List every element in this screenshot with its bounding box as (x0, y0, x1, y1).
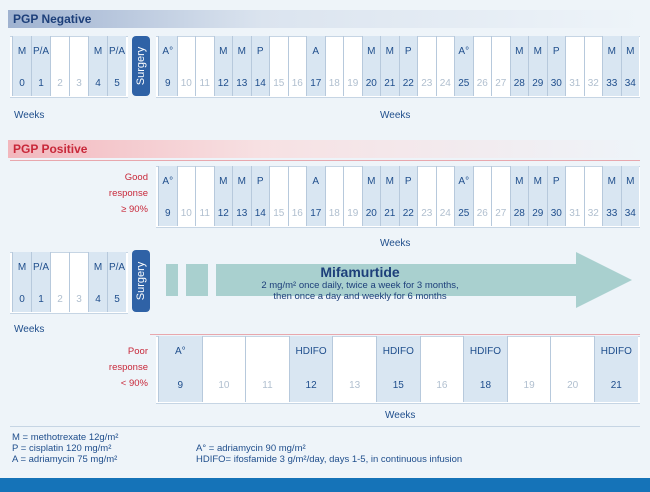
week-number: 10 (180, 78, 192, 89)
pgp-negative-header: PGP Negative (8, 10, 645, 28)
week-number: 9 (164, 78, 171, 89)
week-cell (288, 166, 307, 226)
week-cell (88, 36, 107, 96)
week-number: 30 (550, 78, 562, 89)
drug-code: P (404, 176, 412, 187)
drug-code: P (256, 176, 264, 187)
week-cell (69, 36, 88, 96)
arrow-segment-2 (186, 264, 208, 296)
week-number: 12 (217, 208, 229, 219)
drug-code: HDIFO (295, 346, 327, 357)
week-number: 22 (402, 78, 414, 89)
drug-code: HDIFO (382, 346, 414, 357)
week-number: 19 (347, 78, 359, 89)
week-cell (473, 166, 492, 226)
week-number: 0 (19, 294, 25, 305)
week-cell (528, 36, 547, 96)
week-number: 20 (567, 380, 579, 391)
week-cell (473, 36, 492, 96)
drug-code: M (385, 176, 394, 187)
drug-code: M (533, 176, 542, 187)
week-cell (528, 166, 547, 226)
week-cell (621, 36, 640, 96)
drug-code: M (626, 176, 635, 187)
week-cell (214, 166, 233, 226)
week-number: 16 (291, 78, 303, 89)
week-cell (177, 166, 196, 226)
week-number: 25 (458, 208, 470, 219)
mifamurtide-title: Mifamurtide (320, 264, 400, 280)
week-number: 16 (436, 380, 448, 391)
week-number: 28 (513, 208, 525, 219)
drug-code: M (219, 176, 228, 187)
drug-code: HDIFO (469, 346, 502, 357)
week-cell (31, 36, 50, 96)
week-cell (107, 36, 126, 96)
drug-code: M (626, 46, 635, 57)
week-cell (454, 166, 473, 226)
week-cell (251, 36, 270, 96)
week-cell (399, 36, 418, 96)
legend-h: HDIFO= ifosfamide 3 g/m²/day, days 1-5, in continuous infusion (196, 454, 463, 465)
legend-divider (10, 426, 640, 427)
week-number: 33 (606, 208, 618, 219)
drug-code: P (256, 46, 264, 57)
week-number: 27 (495, 78, 507, 89)
week-cell (380, 36, 399, 96)
week-cell (251, 166, 270, 226)
week-cell (50, 36, 69, 96)
mifamurtide-text (240, 264, 480, 302)
drug-code: A (312, 46, 320, 57)
drug-code: M (17, 262, 27, 273)
week-cell (621, 166, 640, 226)
drug-code: M (607, 176, 616, 187)
week-cell (491, 36, 510, 96)
week-number: 31 (569, 208, 581, 219)
week-cell (195, 36, 214, 96)
week-number: 13 (236, 208, 248, 219)
footer-bar (0, 478, 650, 492)
drug-code: M (93, 262, 103, 273)
week-number: 11 (199, 208, 210, 219)
week-cell (88, 252, 107, 312)
week-number: 24 (439, 208, 451, 219)
week-number: 25 (458, 78, 470, 89)
week-number: 32 (587, 78, 599, 89)
week-number: 27 (495, 208, 507, 219)
week-cell (565, 36, 584, 96)
week-number: 3 (76, 78, 82, 89)
week-number: 31 (569, 78, 581, 89)
week-number: 1 (38, 294, 44, 305)
poor-response-label: Poor response < 90% (108, 346, 148, 389)
week-number: 13 (236, 78, 248, 89)
drug-code: M (219, 46, 228, 57)
week-cell (269, 36, 288, 96)
drug-code: P/A (32, 262, 50, 273)
legend-right (196, 443, 462, 465)
week-number: 17 (310, 208, 322, 219)
weeks-label-good: Weeks (380, 238, 411, 249)
drug-code: M (367, 176, 376, 187)
drug-code: M (237, 176, 246, 187)
week-cell (436, 36, 455, 96)
weeks-label-neg-main: Weeks (380, 110, 411, 121)
week-number: 23 (421, 78, 433, 89)
week-number: 22 (402, 208, 414, 219)
week-number: 1 (38, 78, 44, 89)
week-number: 24 (439, 78, 451, 89)
week-cell (602, 36, 621, 96)
week-number: 20 (365, 78, 377, 89)
week-cell (325, 166, 344, 226)
week-cell (565, 166, 584, 226)
week-cell (362, 36, 381, 96)
week-cell (31, 252, 50, 312)
week-number: 4 (95, 78, 101, 89)
drug-code: M (237, 46, 246, 57)
week-cell (232, 166, 251, 226)
drug-code: M (367, 46, 376, 57)
week-cell (245, 336, 289, 402)
week-number: 18 (328, 208, 340, 219)
week-cell (550, 336, 594, 402)
week-number: 16 (291, 208, 303, 219)
divider (10, 160, 640, 161)
drug-code: P/A (108, 262, 126, 273)
drug-code: HDIFO (600, 346, 632, 357)
drug-code: P/A (32, 46, 50, 57)
divider-poor (150, 334, 640, 335)
week-cell (547, 166, 566, 226)
drug-code: M (533, 46, 542, 57)
week-number: 26 (476, 78, 488, 89)
drug-code: M (515, 46, 524, 57)
week-number: 10 (180, 208, 192, 219)
week-number: 5 (114, 294, 120, 305)
drug-code: M (93, 46, 103, 57)
week-number: 33 (606, 78, 618, 89)
week-number: 32 (587, 208, 599, 219)
week-number: 29 (532, 78, 544, 89)
week-cell (454, 36, 473, 96)
week-cell (399, 166, 418, 226)
legend-left (12, 432, 118, 465)
week-cell (50, 252, 69, 312)
week-number: 34 (624, 78, 636, 89)
week-number: 23 (421, 208, 433, 219)
week-number: 21 (384, 78, 396, 89)
surgery-block-pos: Surgery (132, 250, 150, 312)
week-cell (343, 36, 362, 96)
week-number: 14 (254, 208, 266, 219)
week-cell (325, 36, 344, 96)
drug-code: A° (162, 46, 174, 57)
week-cell (491, 166, 510, 226)
week-number: 26 (476, 208, 488, 219)
legend-p: P = cisplatin 120 mg/m² (12, 443, 112, 454)
week-cell (107, 252, 126, 312)
week-number: 12 (217, 78, 229, 89)
week-number: 30 (550, 208, 562, 219)
week-number: 2 (57, 78, 63, 89)
week-cell (158, 336, 202, 402)
week-cell (195, 166, 214, 226)
week-cell (269, 166, 288, 226)
week-number: 29 (532, 208, 544, 219)
drug-code: P/A (108, 46, 126, 57)
surgery-block-neg: Surgery (132, 36, 150, 96)
drug-code: P (404, 46, 412, 57)
week-number: 0 (19, 78, 25, 89)
drug-code: A (312, 176, 320, 187)
week-cell (232, 36, 251, 96)
drug-code: A° (458, 46, 470, 57)
week-cell (510, 166, 529, 226)
drug-code: A° (174, 346, 186, 357)
week-number: 28 (513, 78, 525, 89)
week-cell (69, 252, 88, 312)
week-number: 19 (523, 380, 535, 391)
week-cell (362, 166, 381, 226)
week-cell (420, 336, 464, 402)
week-cell (158, 166, 177, 226)
week-number: 3 (76, 294, 82, 305)
week-number: 11 (199, 78, 210, 89)
week-number: 20 (365, 208, 377, 219)
week-number: 15 (392, 380, 404, 391)
week-number: 21 (384, 208, 396, 219)
good-response-label: Good response ≥ 90% (108, 172, 148, 215)
week-cell (510, 36, 529, 96)
drug-code: M (385, 46, 394, 57)
week-number: 2 (57, 294, 63, 305)
week-cell (594, 336, 638, 402)
weeks-label-poor: Weeks (385, 410, 416, 421)
week-cell (289, 336, 333, 402)
drug-code: M (607, 46, 616, 57)
week-cell (584, 166, 603, 226)
week-cell (584, 36, 603, 96)
week-number: 4 (95, 294, 101, 305)
week-number: 18 (479, 380, 492, 391)
arrow-segment-1 (166, 264, 178, 296)
week-cell (547, 36, 566, 96)
week-cell (214, 36, 233, 96)
week-number: 21 (610, 380, 622, 391)
drug-code: P (552, 176, 560, 187)
week-number: 18 (328, 78, 340, 89)
week-cell (376, 336, 420, 402)
week-number: 15 (273, 208, 285, 219)
drug-code: A° (458, 176, 470, 187)
week-cell (463, 336, 507, 402)
drug-code: M (515, 176, 524, 187)
week-cell (436, 166, 455, 226)
week-number: 12 (305, 380, 317, 391)
week-cell (306, 166, 325, 226)
week-number: 19 (347, 208, 359, 219)
week-number: 13 (349, 380, 361, 391)
week-cell (417, 166, 436, 226)
week-number: 9 (164, 208, 171, 219)
week-cell (380, 166, 399, 226)
week-cell (602, 166, 621, 226)
mifamurtide-dose-1: 2 mg/m² once daily, twice a week for 3 months, (261, 280, 459, 291)
pgp-positive-header: PGP Positive (8, 140, 645, 158)
week-cell (332, 336, 376, 402)
week-cell (12, 252, 31, 312)
week-cell (158, 36, 177, 96)
legend-a: A = adriamycin 75 mg/m² (12, 454, 118, 465)
weeks-label-neg-left: Weeks (14, 110, 45, 121)
week-number: 34 (624, 208, 636, 219)
legend-m: M = methotrexate 12g/m² (12, 432, 119, 443)
drug-code: M (17, 46, 27, 57)
week-cell (12, 36, 31, 96)
week-cell (343, 166, 362, 226)
week-cell (202, 336, 246, 402)
week-number: 5 (114, 78, 120, 89)
week-number: 9 (177, 380, 184, 391)
legend-a2: A° = adriamycin 90 mg/m² (196, 443, 306, 454)
drug-code: P (552, 46, 560, 57)
week-number: 14 (254, 78, 266, 89)
mifamurtide-dose-2: then once a day and weekly for 6 months (273, 291, 447, 302)
week-number: 15 (273, 78, 285, 89)
week-number: 10 (218, 380, 230, 391)
week-cell (507, 336, 551, 402)
week-cell (177, 36, 196, 96)
drug-code: A° (162, 176, 174, 187)
week-cell (306, 36, 325, 96)
week-cell (417, 36, 436, 96)
week-cell (288, 36, 307, 96)
week-number: 17 (310, 78, 322, 89)
weeks-label-pos-left: Weeks (14, 324, 45, 335)
week-number: 11 (262, 380, 273, 391)
